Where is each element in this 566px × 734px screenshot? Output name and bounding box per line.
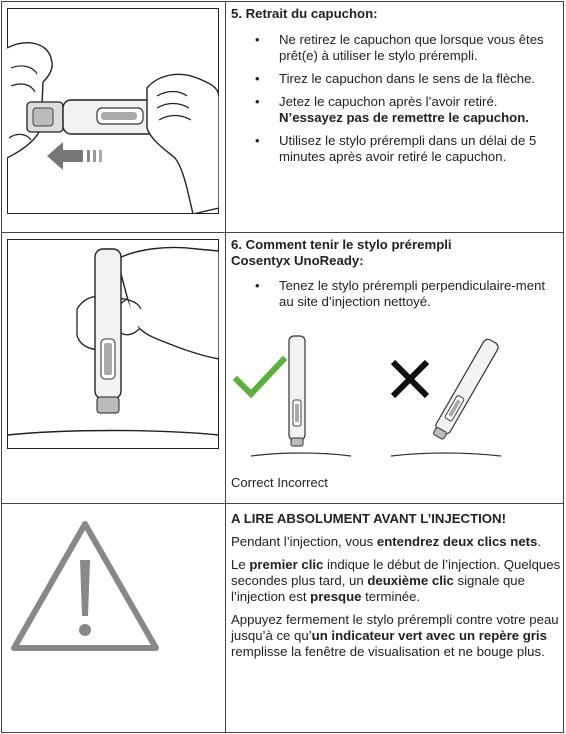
text: Pendant l’injection, vous <box>231 534 377 549</box>
section-5-bullets <box>231 32 561 165</box>
list-item <box>231 133 561 165</box>
bullet-text: Tirez le capuchon dans le sens de la flèche. <box>279 71 536 86</box>
text: indique le début de l’injection. Quelques secondes plus tard, un <box>231 557 561 588</box>
table-border-bottom <box>1 732 564 733</box>
bullet-bold-text: N’essayez pas de remettre le capuchon. <box>279 110 529 125</box>
table-border-top <box>1 1 564 2</box>
bold-text: presque <box>310 589 362 604</box>
correct-position-illustration <box>231 330 361 460</box>
bold-text: premier clic <box>249 557 324 572</box>
bold-text: un indicateur vert avec un repère gris <box>311 628 547 643</box>
section-6-text <box>231 237 561 317</box>
text: . <box>537 534 542 549</box>
bullet-text: Ne retirez le capuchon que lorsque vous êtes prêt(e) à utiliser le stylo prérempli. <box>279 32 544 63</box>
incorrect-position-illustration <box>385 330 505 460</box>
section-6-title-line1: 6. Comment tenir le stylo prérempli <box>231 237 452 252</box>
text: Appuyez fermement le stylo prérempli contre votre peau jusqu’à ce qu’ <box>231 612 559 643</box>
hand-removing-cap-illustration <box>7 8 219 214</box>
warning-paragraph-2 <box>231 557 561 605</box>
cross-icon <box>393 362 427 396</box>
hand-holding-pen-illustration <box>7 239 219 449</box>
correct-label-text: Correct <box>231 475 274 490</box>
section-5-text <box>231 6 561 172</box>
text: terminée. <box>361 589 421 604</box>
bullet-text: Utilisez le stylo prérempli dans un délai de 5 minutes après avoir retiré le capuchon. <box>279 133 537 164</box>
warning-triangle-icon <box>10 520 160 652</box>
bullet-text: Jetez le capuchon après l’avoir retiré. <box>279 94 498 109</box>
warning-text <box>231 511 561 667</box>
table-border-left <box>1 1 2 733</box>
column-divider <box>225 1 226 733</box>
row-divider-1 <box>1 232 564 233</box>
warning-paragraph-3 <box>231 612 561 660</box>
list-item <box>231 32 561 64</box>
check-icon <box>237 360 283 394</box>
warning-heading: A LIRE ABSOLUMENT AVANT L’INJECTION! <box>231 511 506 526</box>
section-6-title-line2: Cosentyx UnoReady: <box>231 253 364 268</box>
incorrect-label-text: Incorrect <box>277 475 328 490</box>
row-divider-2 <box>1 503 564 504</box>
bold-text: deuxième clic <box>367 573 454 588</box>
correct-label <box>231 475 328 490</box>
bullet-text: Tenez le stylo prérempli perpendiculaire-ment au site d’injection nettoyé. <box>279 278 546 309</box>
section-6-bullets <box>231 278 561 310</box>
list-item <box>231 94 561 126</box>
warning-paragraph-1 <box>231 534 561 550</box>
section-5-title: 5. Retrait du capuchon: <box>231 6 378 21</box>
table-border-right <box>563 1 564 733</box>
bold-text: entendrez deux clics nets <box>376 534 538 549</box>
text: Le <box>231 557 250 572</box>
list-item <box>231 278 561 310</box>
list-item <box>231 71 561 87</box>
text: remplisse la fenêtre de visualisation et ne bouge plus. <box>231 644 545 659</box>
text: signale que l’injection est <box>231 573 525 604</box>
